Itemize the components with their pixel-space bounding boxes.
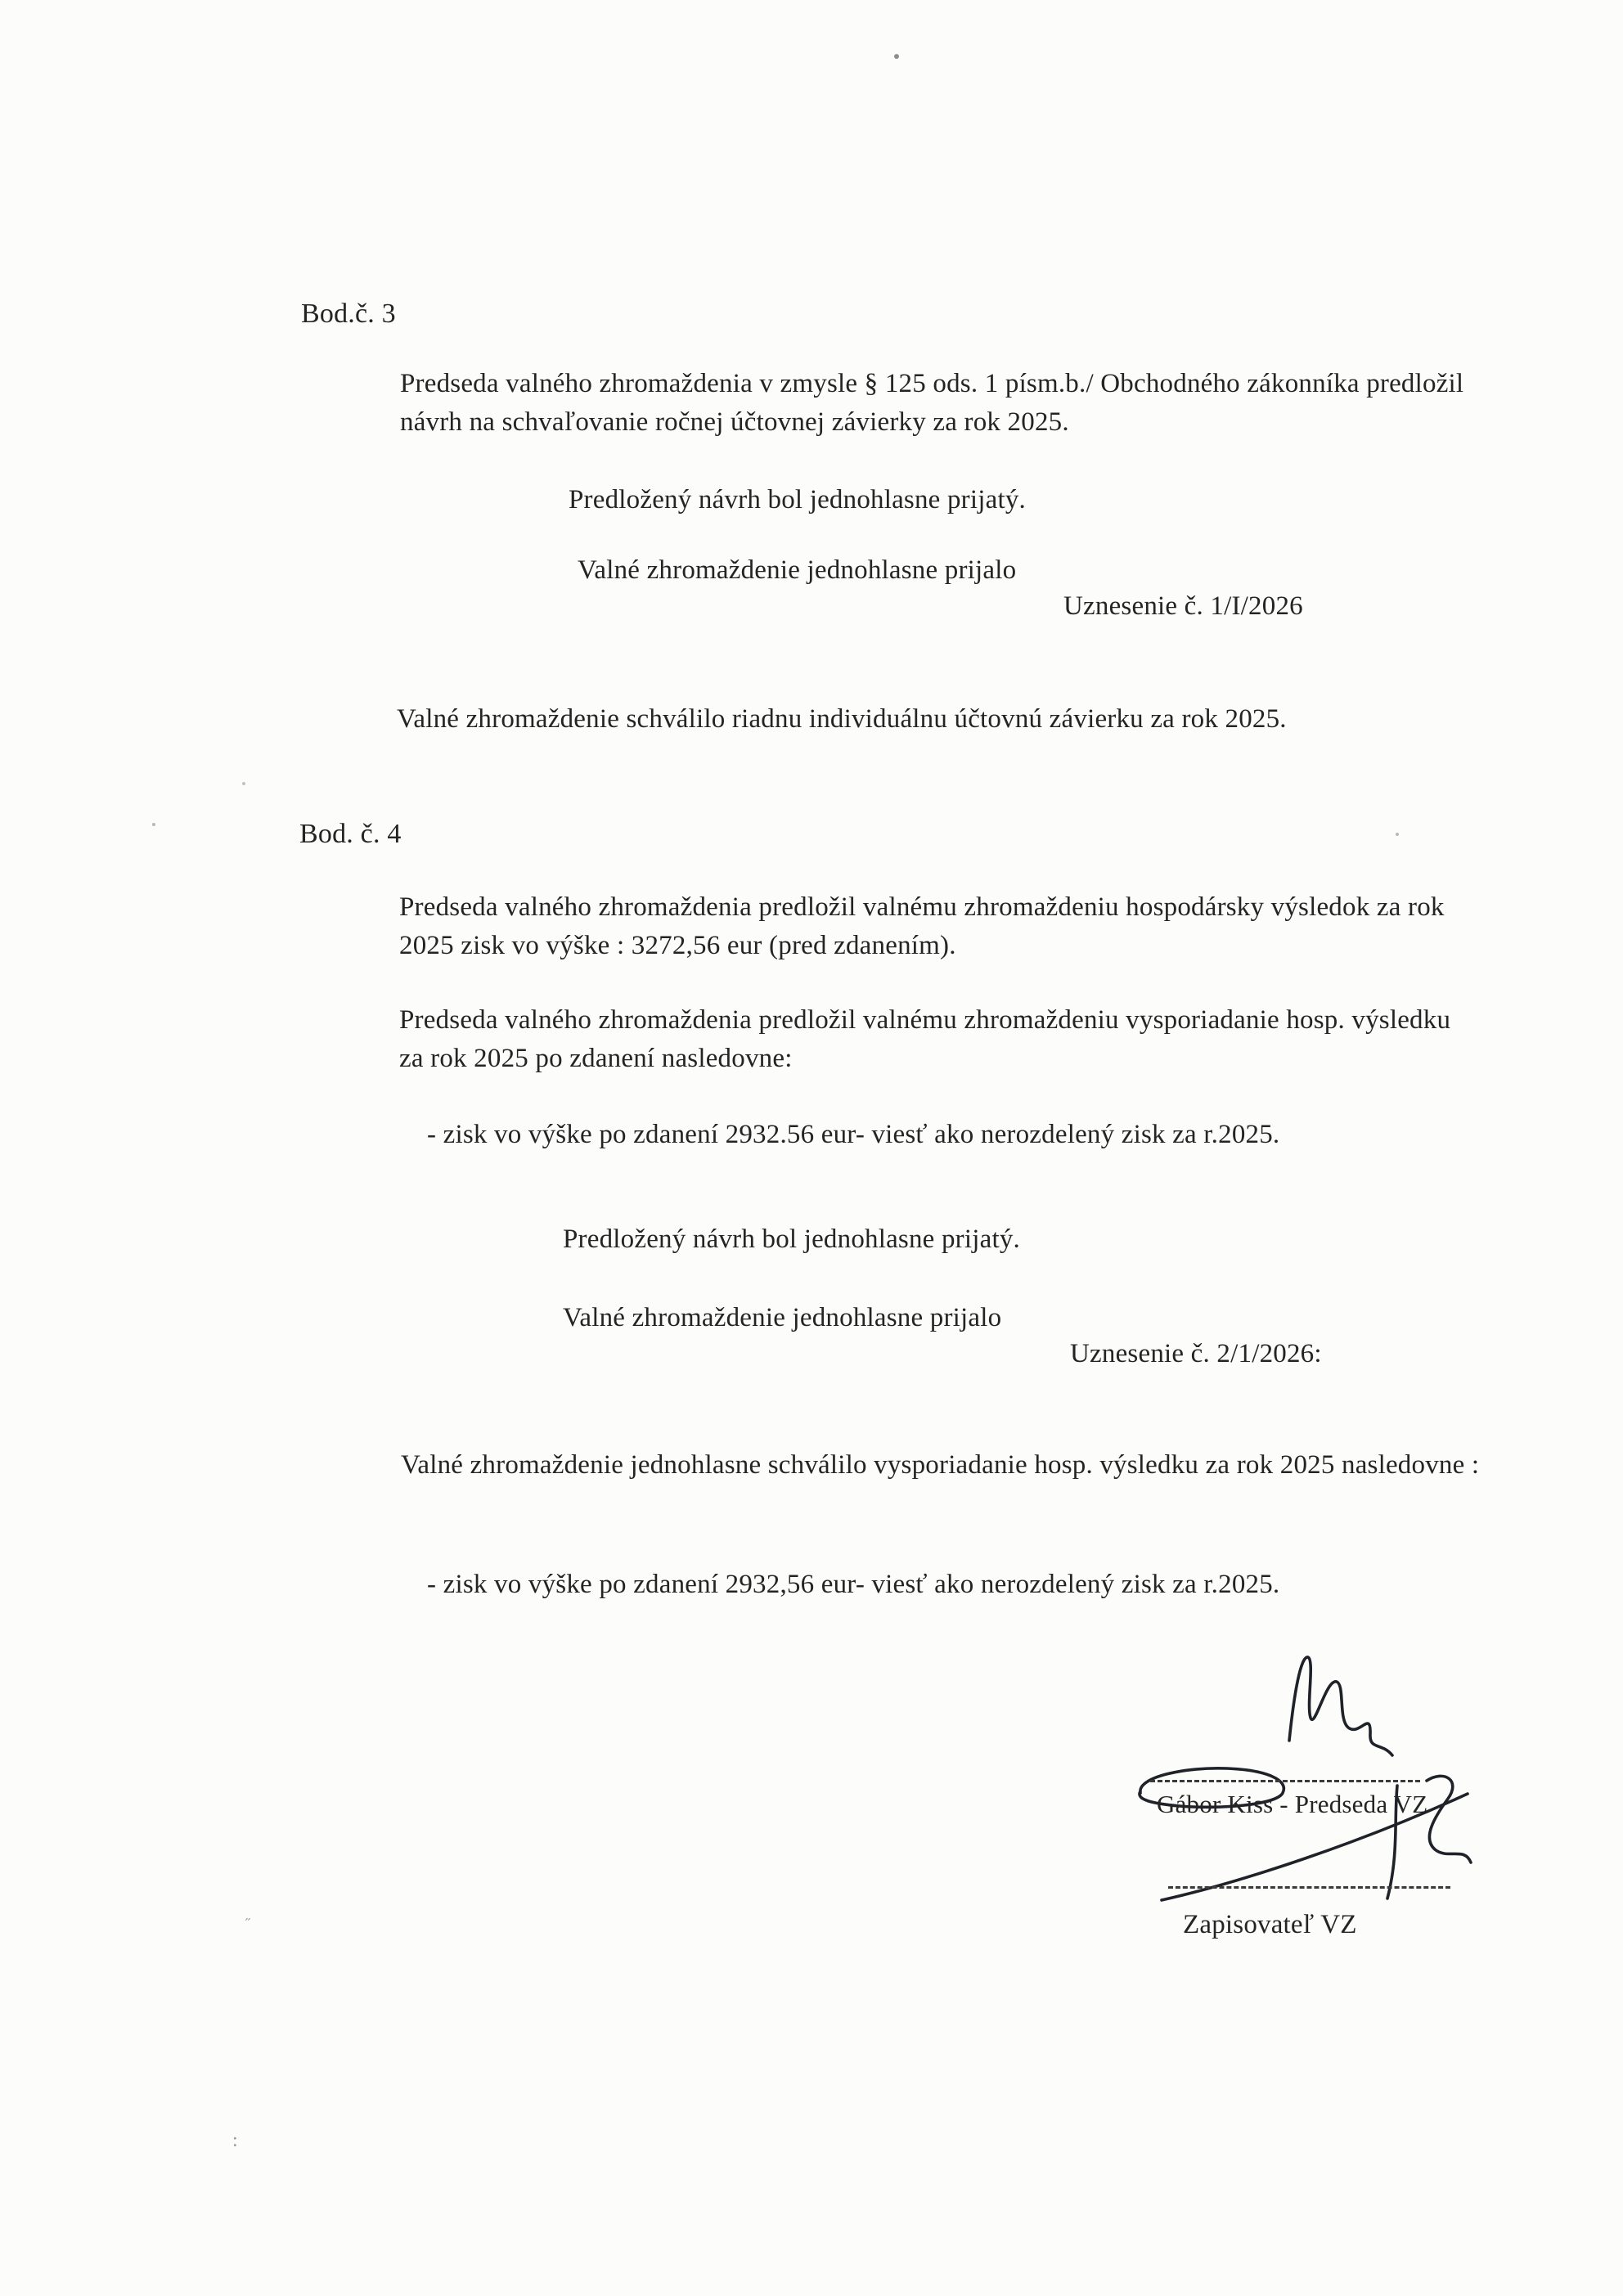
section4-adoption-note: Valné zhromaždenie jednohlasne prijalo bbox=[563, 1303, 1002, 1332]
section4-resolution-number: Uznesenie č. 2/1/2026: bbox=[1070, 1339, 1322, 1368]
scan-smudge: ˝ bbox=[245, 1916, 251, 1932]
scan-speck bbox=[1396, 833, 1399, 836]
section4-paragraph-1: Predseda valného zhromaždenia predložil valnému zhromaždeniu hospodársky výsledok za rok 2025 zisk vo výške : 3272,56 eur (pred zdanením). bbox=[399, 892, 1445, 960]
section4-bullet-1: - zisk vo výške po zdanení 2932.56 eur- viesť ako nerozdelený zisk za r.2025. bbox=[427, 1120, 1280, 1149]
scan-speck bbox=[894, 54, 899, 59]
chairman-name: Gábor Kiss - Predseda VZ bbox=[1157, 1790, 1428, 1818]
section3-paragraph-1: Predseda valného zhromaždenia v zmysle § 125 ods. 1 písm.b./ Obchodného zákonníka predložil návrh na schvaľovanie ročnej účtovnej závierky za rok 2025. bbox=[400, 369, 1464, 437]
scan-smudge: : bbox=[232, 2130, 238, 2151]
section3-adoption-note: Valné zhromaždenie jednohlasne prijalo bbox=[578, 555, 1017, 585]
section3-heading: Bod.č. 3 bbox=[301, 299, 396, 329]
section3-resolution-number: Uznesenie č. 1/I/2026 bbox=[1063, 591, 1303, 621]
section4-bullet-2: - zisk vo výške po zdanení 2932,56 eur- viesť ako nerozdelený zisk za r.2025. bbox=[427, 1570, 1280, 1599]
chairman-signature-line bbox=[1150, 1780, 1420, 1782]
section4-approval-note: Predložený návrh bol jednohlasne prijatý. bbox=[563, 1224, 1020, 1254]
section4-heading: Bod. č. 4 bbox=[299, 819, 402, 849]
secretary-title: Zapisovateľ VZ bbox=[1183, 1910, 1357, 1939]
scan-speck bbox=[152, 823, 155, 826]
scan-speck bbox=[242, 782, 245, 785]
section3-resolution-text: Valné zhromaždenie schválilo riadnu individuálnu účtovnú závierku za rok 2025. bbox=[397, 704, 1287, 734]
section4-resolution-text: Valné zhromaždenie jednohlasne schválilo vysporiadanie hosp. výsledku za rok 2025 nasledovne : bbox=[401, 1450, 1480, 1480]
secretary-signature-line bbox=[1168, 1886, 1450, 1889]
section3-approval-note: Predložený návrh bol jednohlasne prijatý. bbox=[569, 485, 1026, 514]
section4-paragraph-2: Predseda valného zhromaždenia predložil valnému zhromaždeniu vysporiadanie hosp. výsledku za rok 2025 po zdanení nasledovne: bbox=[399, 1005, 1451, 1073]
